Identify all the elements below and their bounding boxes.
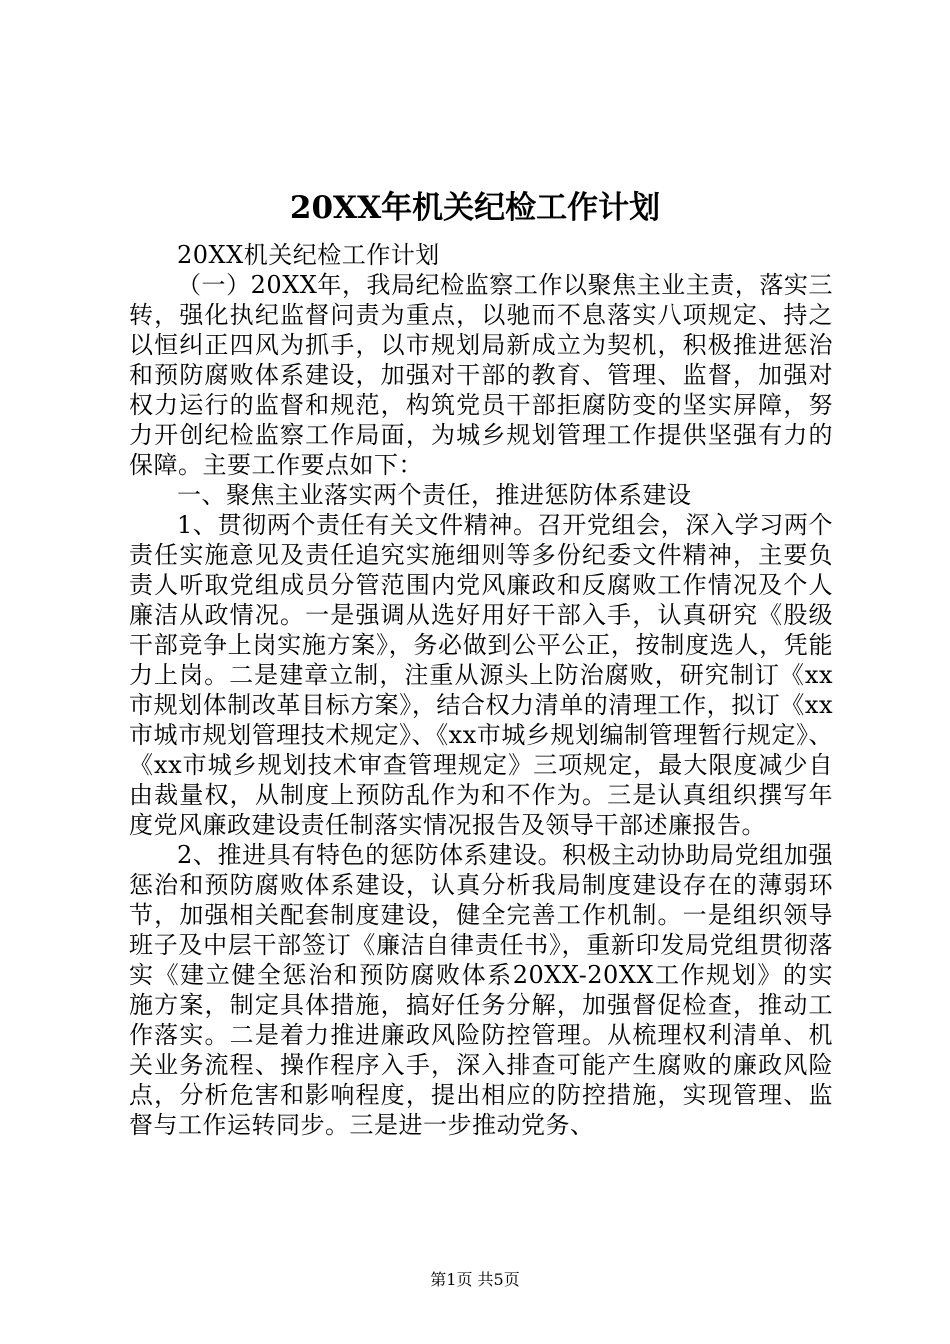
paragraph-item-1: 1、贯彻两个责任有关文件精神。召开党组会，深入学习两个责任实施意见及责任追究实施细则等多份纪委文件精神，主要负责人听取党组成员分管范围内党风廉政和反腐败工作情况及个人廉洁从政情况。一是强调从选好用好干部入手，认真研究《股级干部竞争上岗实施方案》，务必做到公平公正，按制度选人，凭能力上岗。二是建章立制，注重从源头上防治腐败，研究制订《xx市规划体制改革目标方案》，结合权力清单的清理工作，拟订《xx市城市规划管理技术规定》、《xx市城乡规划编制管理暂行规定》、《xx市城乡规划技术审查管理规定》三项规定，最大限度减少自由裁量权，从制度上预防乱作为和不作为。三是认真组织撰写年度党风廉政建设责任制落实情况报告及领导干部述廉报告。: [129, 511, 833, 839]
document-subtitle: 20XX机关纪检工作计划: [177, 241, 440, 269]
document-body: [129, 240, 833, 1140]
paragraph-intro: （一）20XX年，我局纪检监察工作以聚焦主业主责，落实三转，强化执纪监督问责为重点，以驰而不息落实八项规定、持之以恒纠正四风为抓手，以市规划局新成立为契机，积极推进惩治和预防腐败体系建设，加强对干部的教育、管理、监督，加强对权力运行的监督和规范，构筑党员干部拒腐防变的坚实屏障，努力开创纪检监察工作局面，为城乡规划管理工作提供坚强有力的保障。主要工作要点如下：: [129, 271, 833, 479]
page-number-footer: 第1页 共5页: [430, 1270, 520, 1289]
paragraph-item-2: 2、推进具有特色的惩防体系建设。积极主动协助局党组加强惩治和预防腐败体系建设，认真分析我局制度建设存在的薄弱环节，加强相关配套制度建设，健全完善工作机制。一是组织领导班子及中层干部签订《廉洁自律责任书》，重新印发局党组贯彻落实《建立健全惩治和预防腐败体系20XX-20XX工作规划》的实施方案，制定具体措施，搞好任务分解，加强督促检查，推动工作落实。二是着力推进廉政风险防控管理。从梳理权利清单、机关业务流程、操作程序入手，深入排查可能产生腐败的廉政风险点，分析危害和影响程度，提出相应的防控措施，实现管理、监督与工作运转同步。三是进一步推动党务、: [129, 841, 833, 1139]
page-title: 20XX年机关纪检工作计划: [289, 190, 661, 226]
section-heading-1: 一、聚焦主业落实两个责任，推进惩防体系建设: [177, 481, 692, 509]
